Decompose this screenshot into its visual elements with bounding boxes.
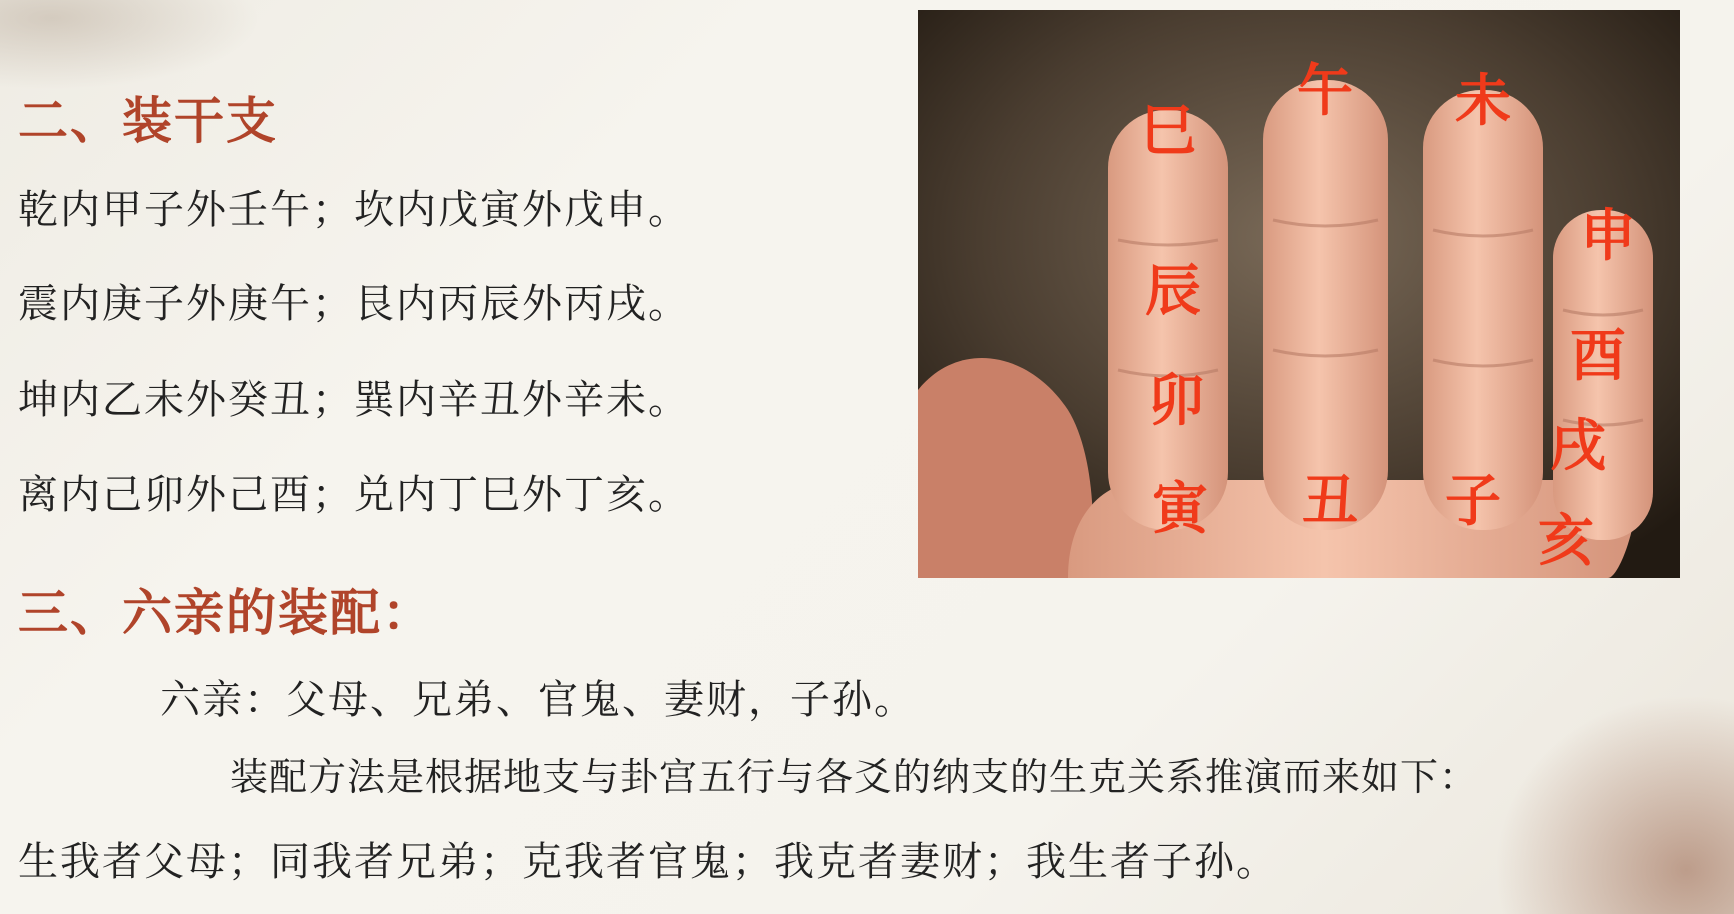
- decorative-corner-bottom-right: [1494, 694, 1734, 914]
- label-wei: 未: [1455, 69, 1511, 134]
- section-2-heading: 二、装干支: [18, 91, 278, 150]
- najia-line-4: 离内己卯外己酉；兑内丁巳外丁亥。: [18, 472, 690, 518]
- label-you: 酉: [1570, 324, 1626, 389]
- label-hai: 亥: [1538, 509, 1594, 574]
- label-yin: 寅: [1152, 477, 1208, 542]
- najia-line-3: 坤内乙未外癸丑；巽内辛丑外辛未。: [18, 377, 690, 423]
- method-text: 装配方法是根据地支与卦宫五行与各爻的纳支的生克关系推演而来如下：: [230, 755, 1479, 799]
- label-wu: 午: [1297, 59, 1353, 124]
- najia-line-1: 乾内甲子外壬午；坎内戊寅外戊申。: [18, 187, 690, 233]
- label-shen: 申: [1580, 204, 1636, 269]
- ring-finger: [1423, 90, 1543, 530]
- liuqin-list: 六亲：父母、兄弟、官鬼、妻财，子孙。: [160, 677, 916, 723]
- hand-diagram-photo: [918, 10, 1680, 578]
- middle-finger: [1263, 80, 1388, 530]
- label-zi: 子: [1445, 469, 1501, 534]
- label-chou: 丑: [1302, 469, 1358, 534]
- label-chen: 辰: [1145, 259, 1201, 324]
- label-mao: 卯: [1148, 369, 1204, 434]
- najia-line-2: 震内庚子外庚午；艮内丙辰外丙戌。: [18, 281, 690, 327]
- section-3-heading: 三、六亲的装配：: [18, 583, 434, 642]
- rules-text: 生我者父母；同我者兄弟；克我者官鬼；我克者妻财；我生者子孙。: [18, 839, 1278, 885]
- label-xu: 戌: [1550, 414, 1606, 479]
- label-si: 巳: [1140, 99, 1196, 164]
- decorative-corner-top-left: [0, 0, 260, 90]
